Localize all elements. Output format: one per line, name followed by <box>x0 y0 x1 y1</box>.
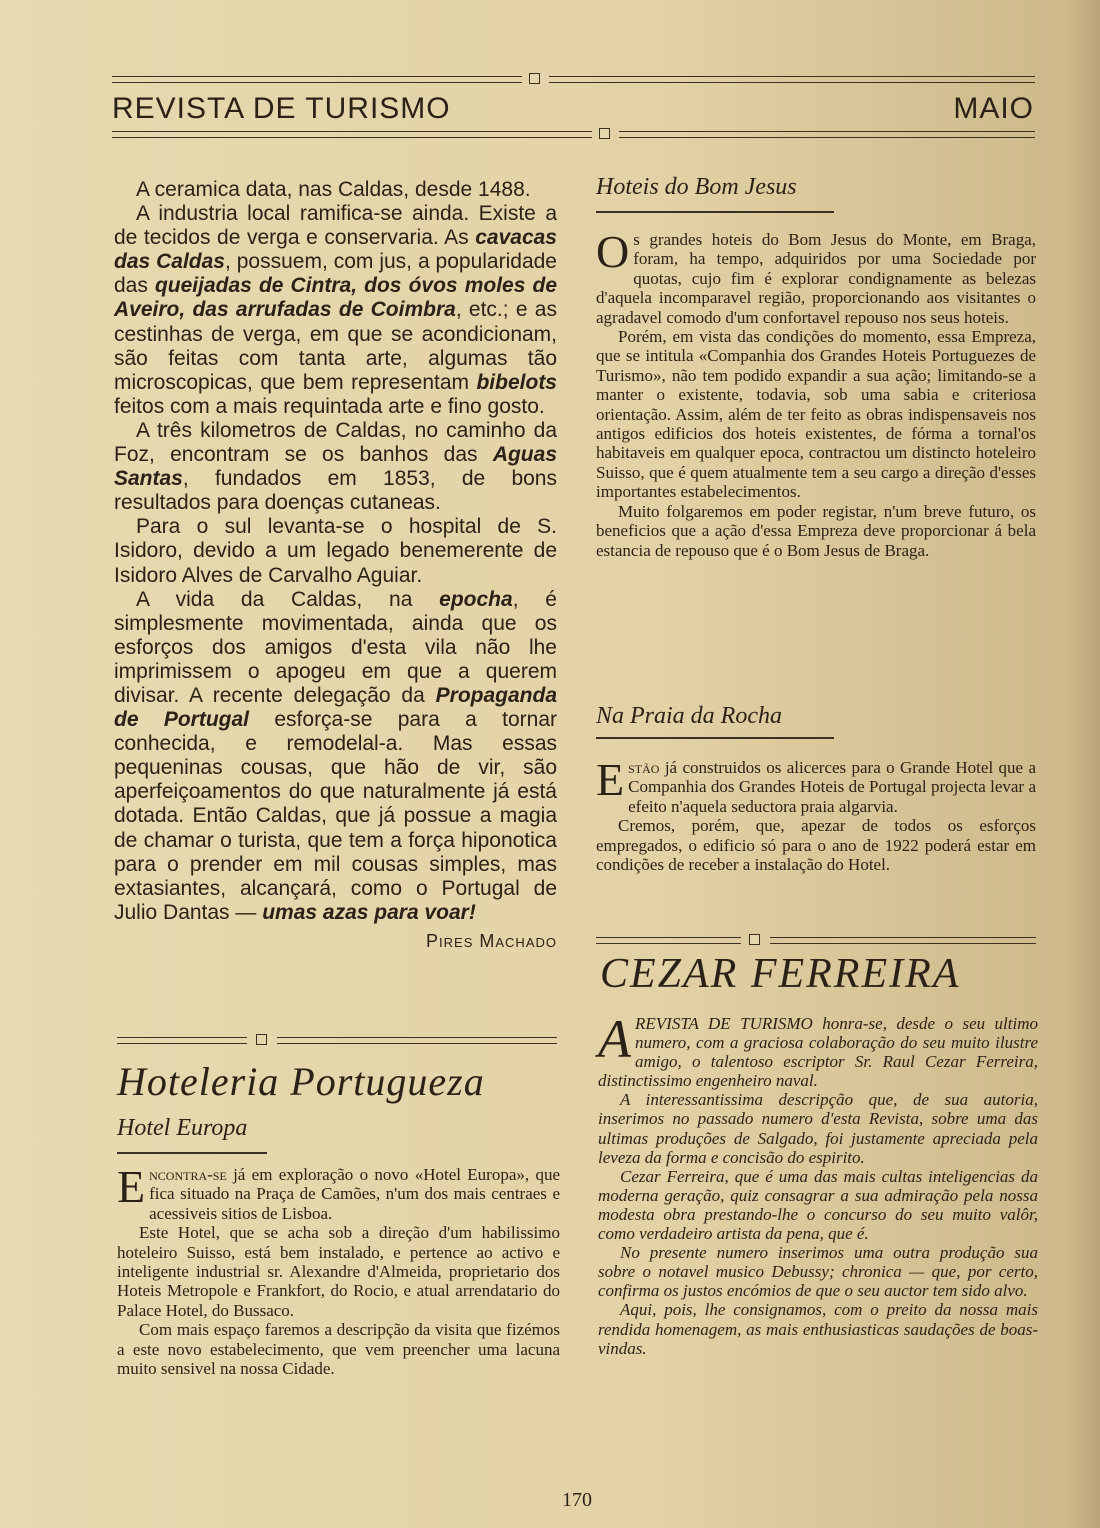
header-ornament-top <box>529 73 540 84</box>
header-rule-bottom-left <box>112 131 592 138</box>
paragraph <box>596 226 1036 327</box>
paragraph <box>114 588 557 925</box>
heading-underline <box>117 1152 267 1154</box>
emphasis: umas azas para voar! <box>262 900 476 924</box>
lead-word: stão <box>628 758 660 777</box>
text: s grandes hoteis do Bom Jesus do Monte, em Braga, foram, ha tempo, adquiridos por uma Sociedade por quotas, cujo fim é explorar condignamente as belezas d'aquela incomparavel região, proporcionando aos visitantes o agradavel comodo d'um confortavel repouso nos seus hoteis. <box>596 230 1036 327</box>
paragraph: No presente numero inserimos uma outra produção sua sobre o notavel musico Debussy; chronica — que, por certo, confirma os justos encómios de que o seu auctor tem sido alvo. <box>598 1243 1038 1301</box>
section-rule-right-b <box>770 937 1036 944</box>
lead-word: ncontra-se <box>149 1165 227 1184</box>
emphasis: Propaganda de Portugal <box>114 683 557 732</box>
paragraph <box>114 202 557 419</box>
paragraph: Cezar Ferreira, que é uma das mais cultas inteligencias da moderna geração, quiz consagrar a sua admiração pela nossa modesta obra prestando-lhe o concurso do seu muito valôr, como verdadeiro artista da pena, que é. <box>598 1166 1038 1244</box>
section-ornament <box>749 934 760 945</box>
cezar-ferreira-title: CEZAR FERREIRA <box>600 951 961 997</box>
emphasis: bibelots <box>476 370 557 394</box>
left-column-article <box>114 178 557 953</box>
section-rule-left-a <box>117 1037 247 1044</box>
text: A industria local ramifica-se ainda. Existe a de tecidos de verga e conservaria. As <box>114 202 557 250</box>
header-rule-bottom-right <box>619 131 1035 138</box>
section-rule-left-b <box>277 1037 557 1044</box>
drop-cap: A <box>598 1009 631 1069</box>
heading-underline <box>596 211 834 213</box>
header-rule-top-left <box>112 76 522 83</box>
emphasis: queijadas de Cintra, dos óvos moles de Aveiro, das arrufadas de Coimbra <box>114 274 557 322</box>
text: feitos com a mais requintada arte e fino gosto. <box>114 394 545 418</box>
issue-month: MAIO <box>953 92 1034 125</box>
emphasis: Aguas Santas <box>114 443 557 491</box>
hotel-europa-heading: Hotel Europa <box>117 1115 248 1141</box>
text: já construidos os alicerces para o Grande Hotel que a Companhia dos Grandes Hoteis de Portugal projecta levar a efeito n'aquela seductora praia algarvia. <box>628 758 1036 816</box>
paragraph <box>596 754 1036 816</box>
hotel-europa-article <box>117 1161 560 1379</box>
heading-underline <box>596 737 834 739</box>
text: A vida da Caldas, na <box>136 587 440 611</box>
emphasis: cavacas das Caldas <box>114 226 557 274</box>
praia-rocha-article <box>596 754 1036 875</box>
paragraph <box>598 1009 1038 1091</box>
paragraph <box>114 178 557 202</box>
emphasis: epocha <box>439 587 513 611</box>
text: , fundados em 1853, de bons resultados para doenças cutaneas. <box>114 467 557 515</box>
bom-jesus-article <box>596 226 1036 560</box>
text: já em exploração o novo «Hotel Europa», que fica situado na Praça de Camões, n'um dos mais centraes e acessiveis sitios de Lisboa. <box>149 1165 560 1223</box>
header-ornament-bottom <box>599 128 610 139</box>
page-number: 170 <box>562 1489 592 1511</box>
paragraph: Porém, em vista das condições do momento, essa Empreza, que se intitula «Companhia dos Grandes Hoteis Portuguezes de Turismo», não tem podido expandir a sua ação; limitando-se a manter o existente, todavia, sob uma sabia e criteriosa orientação. Assim, além de ter feito as obras indispensaveis nos antigos edificios dos hoteis existentes, de fórma a tornal'os habitaveis em qualquer epoca, contractou um distincto hoteleiro Suisso, que é quem atualmente tem a seu cargo a direção d'esses importantes estabelecimentos. <box>596 327 1036 502</box>
praia-rocha-heading: Na Praia da Rocha <box>596 703 782 729</box>
paragraph: Muito folgaremos em poder registar, n'um breve futuro, os beneficios que a ação d'essa Empreza deve proporcionar á bela estancia de repouso que é o Bom Jesus de Braga. <box>596 501 1036 560</box>
journal-title: REVISTA DE TURISMO <box>112 92 451 125</box>
text: A três kilometros de Caldas, no caminho da Foz, encontram se os banhos das <box>114 418 557 467</box>
paragraph: Aqui, pois, lhe consignamos, com o preito da nossa mais rendida homenagem, as mais enthusiasticas saudações de boas-vindas. <box>598 1300 1038 1358</box>
paragraph: Cremos, porém, que, apezar de todos os esforços empregados, o edificio só para o ano de 1922 poderá estar em condições de receber a instalação do Hotel. <box>596 816 1036 875</box>
drop-cap: E <box>117 1161 146 1212</box>
header-rule-top-right <box>549 76 1035 83</box>
paragraph: A interessantissima descripção que, de sua autoria, inserimos no passado numero d'esta Revista, sobre uma das ultimas produções de Salgado, foi justamente apreciada pela leveza da forma e concisão do espirito. <box>598 1090 1038 1167</box>
text: Para o sul levanta-se o hospital de S. Isidoro, devido a um legado benemerente de Isidoro Alves de Carvalho Aguiar. <box>114 515 557 587</box>
text: REVISTA DE TURISMO honra-se, desde o seu ultimo numero, com a graciosa colaboração do seu muito ilustre amigo, o talentoso escriptor Sr. Raul Cezar Ferreira, distinctissimo engenheiro naval. <box>598 1014 1038 1091</box>
hoteleria-title: Hoteleria Portugueza <box>117 1059 485 1104</box>
paragraph <box>114 515 557 587</box>
paragraph <box>114 419 557 515</box>
author-signature: Pires Machado <box>426 930 557 951</box>
text: , é simplesmente movimentada, ainda que os esforços dos amigos d'esta vila não lhe imprimissem o apogeu em que a querem divisar. A recente delegação da <box>114 587 557 707</box>
text: A ceramica data, nas Caldas, desde 1488. <box>136 178 531 201</box>
section-ornament <box>256 1034 267 1045</box>
text: esforça-se para a tornar conhecida, e remodelal-a. Mas essas pequeninas cousas, que hão de vir, são aperfeiçoamentos do que naturalmente já está dotada. Então Caldas, que já possue a magia de chamar o turista, que tem a força hiponotica para o prender em mil cousas simples, mas extasiantes, alcançará, como o Portugal de Julio Dantas — <box>114 708 558 924</box>
text: , possuem, com jus, a popularidade das <box>114 250 557 298</box>
drop-cap: O <box>596 226 630 277</box>
paragraph: Com mais espaço faremos a descripção da visita que fizémos a este novo estabelecimento, que vem preencher uma lacuna muito sensivel na nossa Cidade. <box>117 1320 560 1379</box>
section-rule-right-a <box>596 937 741 944</box>
paragraph <box>117 1161 560 1223</box>
text: , etc.; e as cestinhas de verga, em que se acondicionam, são feitas com tanta arte, algumas tão microscopicas, que bem representam <box>114 298 557 394</box>
paragraph: Este Hotel, que se acha sob a direção d'um habilissimo hoteleiro Suisso, está bem instalado, e pertence ao activo e inteligente industrial sr. Alexandre d'Almeida, proprietario dos Hoteis Metropole e Frankfort, do Rocio, e atual arrendatario do Palace Hotel, do Bussaco. <box>117 1223 560 1320</box>
drop-cap: E <box>596 754 625 805</box>
cezar-ferreira-article <box>598 1009 1038 1358</box>
bom-jesus-heading: Hoteis do Bom Jesus <box>596 174 797 200</box>
